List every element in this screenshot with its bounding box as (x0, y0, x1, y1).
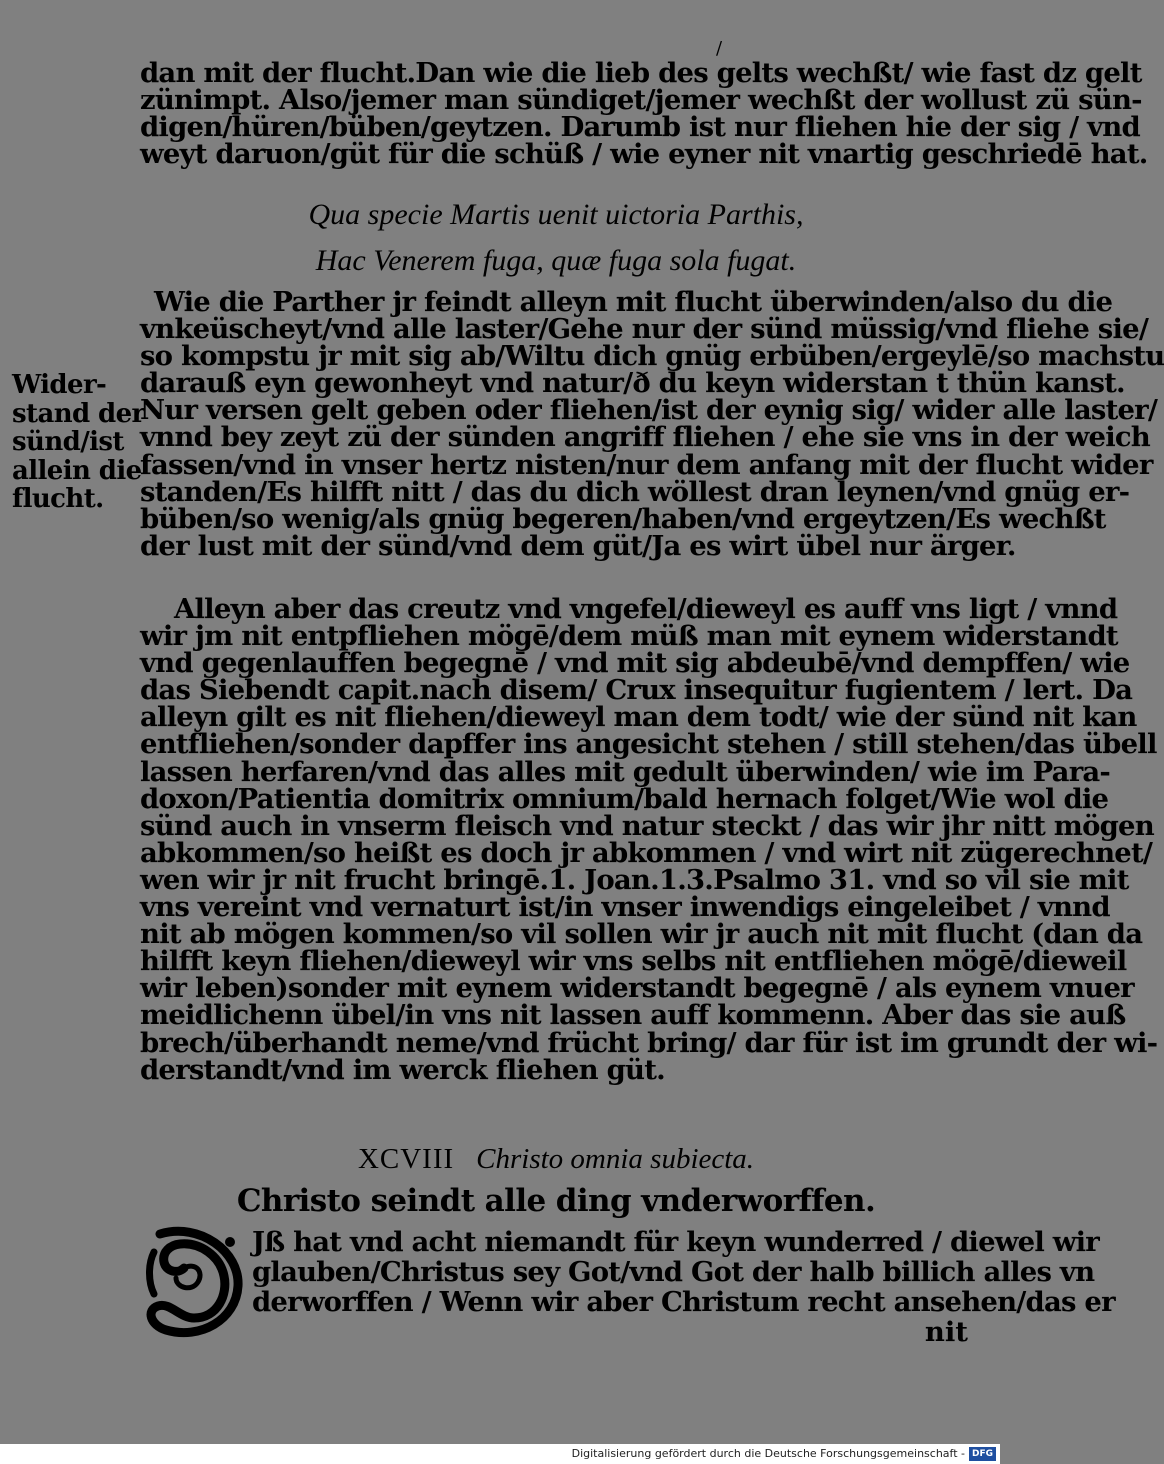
chapter-title (140, 1143, 972, 1176)
text-line: lassen herfaren/vnd das alles mit gedult überwinden/ wie im Para- (140, 755, 1111, 788)
text-line: brech/überhandt neme/vnd frücht bring/ dar für ist im grundt der wi- (140, 1026, 1158, 1059)
paragraph-2 (140, 286, 1164, 562)
text-line: darauß eyn gewonheyt vnd natur/ð du keyn widerstan t thün kanst. (140, 367, 1125, 400)
text-line: vnd gegenlauffen begegnē / vnd mit sig abdeubē/vnd dempffen/ wie (140, 647, 1130, 680)
digitization-footer (0, 1444, 1000, 1464)
text-line: zünimpt. Also/jemer man sündiget/jemer wechßt der wollust zü sün- (140, 84, 1142, 117)
text-line: fassen/vnd in vnser hertz nisten/nur dem anfang mit der flucht wider (140, 448, 1153, 481)
text-line: standen/Es hilfft nitt / das du dich wöllest dran leynen/vnd gnüg er- (140, 475, 1130, 508)
text-line: wir leben)sonder mit eynem widerstandt begegnē / als eynem vnuer (140, 972, 1134, 1005)
catchword: nit (924, 1316, 968, 1348)
text-line: meidlichenn übel/in vns nit lassen auff kommenn. Aber das sie auß (140, 999, 1126, 1032)
margin-note-line: sünd/ist (12, 427, 124, 457)
text-line: derworffen / Wenn wir aber Christum recht ansehen/das er (252, 1286, 1115, 1318)
chapter-latin-title: Christo omnia subiecta. (476, 1143, 755, 1175)
margin-note-line: flucht. (12, 484, 104, 514)
text-line: Wie die Parther jr feindt alleyn mit flucht überwinden/also du die (154, 286, 1113, 318)
chapter-number: XCVIII (357, 1143, 455, 1175)
text-line: digen/hüren/büben/geytzen. Darumb ist nur fliehen hie der sig / vnd (140, 111, 1140, 144)
latin-verse-2: Hac Venerem fuga, quæ fuga sola fugat. (315, 244, 797, 277)
top-mark: / (716, 38, 723, 59)
text-line: abkommen/so heißt es doch jr abkommen / vnd wirt nit zügerechnet/ (140, 836, 1153, 869)
section-heading: Christo seindt alle ding vnderworffen. (236, 1183, 876, 1219)
footer-text: Digitalisierung gefördert durch die Deutsche Forschungsgemeinschaft - (571, 1447, 965, 1460)
text-line: Jß hat vnd acht niemandt für keyn wunderred / diewel wir (252, 1226, 1099, 1258)
text-line: weyt daruon/güt für die schüß / wie eyner nit vnartig geschriedē hat. (140, 138, 1148, 171)
dfg-logo-icon: DFG (969, 1447, 996, 1461)
text-line: nit ab mögen kommen/so vil sollen wir jr auch nit mit flucht (dan da (140, 918, 1143, 951)
text-line: wen wir jr nit frucht bringē.1. Joan.1.3.Psalmo 31. vnd so vil sie mit (140, 863, 1129, 896)
text-line: Alleyn aber das creutz vnd vngefel/dieweyl es auff vns ligt / vnnd (174, 593, 1118, 625)
latin-verse-1: Qua specie Martis uenit uictoria Parthis, (308, 198, 804, 231)
text-line: entfliehen/sonder dapffer ins angesicht stehen / still stehen/das übell (140, 728, 1157, 761)
text-line: alleyn gilt es nit fliehen/dieweyl man dem todt/ wie der sünd nit kan (140, 701, 1137, 734)
text-line: Nur versen gelt geben oder fliehen/ist der eynig sig/ wider alle laster/ (140, 394, 1158, 427)
text-line: der lust mit der sünd/vnd dem güt/Ja es wirt übel nur ärger. (140, 529, 1016, 562)
text-line: hilfft keyn fliehen/dieweyl wir vns selbs nit entfliehen mögē/dieweil (140, 945, 1127, 978)
text-line: büben/so wenig/als gnüg begeren/haben/vnd ergeytzen/Es wechßt (140, 502, 1106, 535)
text-line: dan mit der flucht.Dan wie die lieb des gelts wechßt/ wie fast dz gelt (140, 57, 1142, 89)
text-line: vnnd bey zeyt zü der sünden angriff fliehen / ehe sie vns in der weich (140, 421, 1151, 454)
text-line: doxon/Patientia domitrix omnium/bald hernach folget/Wie wol die (140, 782, 1109, 815)
paragraph-3 (140, 593, 1158, 1086)
margin-note-line: allein die (12, 455, 142, 486)
margin-note-line: stand der (12, 398, 145, 429)
text-line: so kompstu jr mit sig ab/Wiltu dich gnüg erbüben/ergeylē/so machstu (140, 340, 1164, 373)
paragraph-1 (140, 57, 1148, 171)
margin-note-line: Wider- (12, 370, 107, 400)
paragraph-4 (252, 1226, 1115, 1318)
text-line: wir jm nit entpfliehen mögē/dem müß man mit eynem widerstandt (140, 620, 1118, 653)
text-line: sünd auch in vnserm fleisch vnd natur steckt / das wir jhr nitt mögen (140, 809, 1154, 842)
text-line: derstandt/vnd im werck fliehen güt. (140, 1053, 665, 1086)
text-line: glauben/Christus sey Got/vnd Got der halb billich alles vn (252, 1256, 1095, 1288)
text-line: vns vereint vnd vernaturt ist/in vnser inwendigs eingeleibet / vnnd (140, 891, 1110, 924)
margin-note (12, 370, 145, 514)
text-line: vnkeüscheyt/vnd alle laster/Gehe nur der sünd müssig/vnd fliehe sie/ (140, 313, 1149, 346)
text-line: das Siebendt capit.nach disem/ Crux insequitur fugientem / lert. Da (140, 674, 1133, 707)
decorated-initial-d-icon (140, 1222, 250, 1342)
